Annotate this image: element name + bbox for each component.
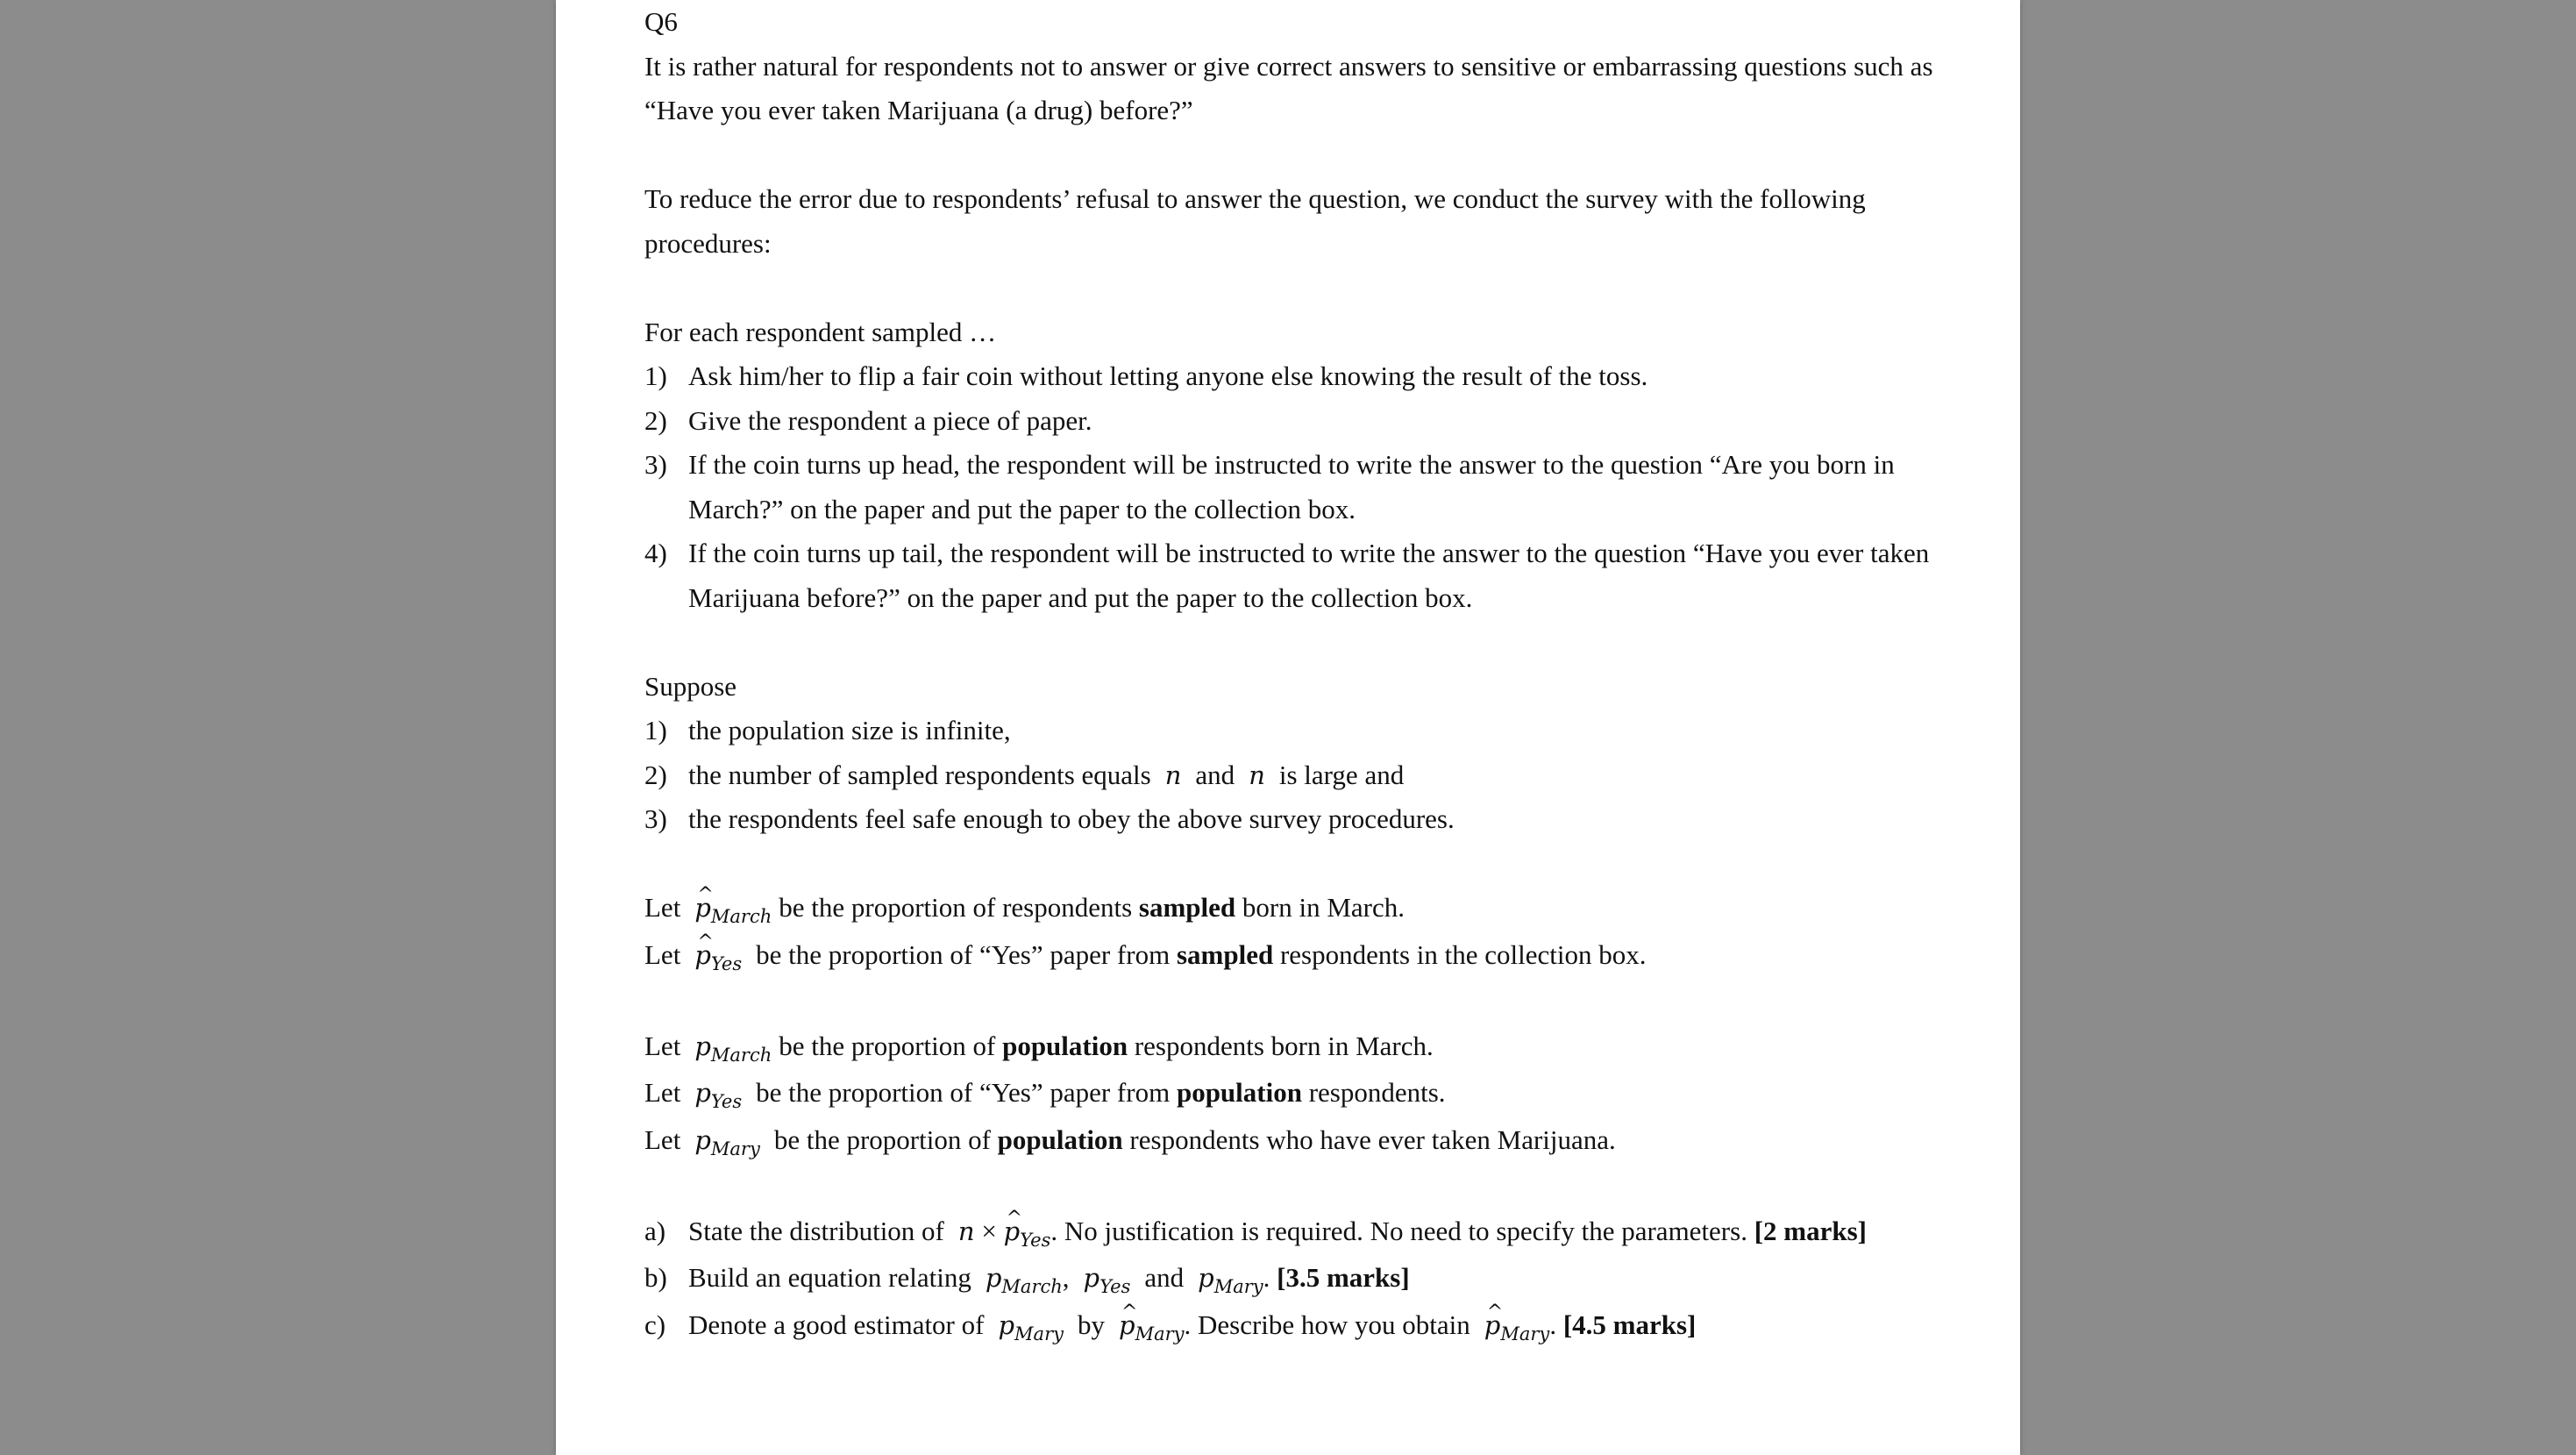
assumption-item <box>644 753 1942 798</box>
assumption-item <box>644 709 1942 753</box>
part-text: Denote a good estimator of $p_{Mary}$ by^ $p_{Mary}$. Describe how you obtain^ $p_{Mary}$. [4.5 marks] <box>688 1303 1942 1351</box>
part-text: State the distribution of n × ^ $p_{Yes}$. No justification is required. No need to specify the parameters. [2 marks] <box>688 1209 1942 1257</box>
p-mary: p <box>694 1124 711 1155</box>
marks: [4.5 marks] <box>1562 1309 1697 1340</box>
part-b <box>644 1256 1942 1303</box>
p-hat-mary: ^ p <box>1484 1303 1501 1348</box>
part-a <box>644 1209 1942 1257</box>
p-hat-march: ^ p <box>694 886 711 931</box>
p-hat-yes: ^ p <box>1004 1209 1021 1254</box>
p-hat-mary: ^ p <box>1119 1303 1135 1348</box>
procedure-step <box>644 531 1942 620</box>
p-yes: p <box>694 1078 711 1108</box>
assumption-number: 3) <box>644 803 667 834</box>
reduce-line-2: procedures: <box>644 227 772 259</box>
step-number: 1) <box>644 360 667 391</box>
intro-line-1: It is rather natural for respondents not to answer or give correct answers to sensitive or embarrassing questions such as <box>644 50 1933 82</box>
p-march: p <box>694 1031 711 1061</box>
step-text: Give the respondent a piece of paper. <box>688 404 1092 436</box>
assumptions-heading: Suppose <box>644 670 737 702</box>
step-text: March?” on the paper and put the paper to the collection box. <box>688 493 1356 524</box>
step-number: 4) <box>644 538 667 568</box>
part-c <box>644 1303 1942 1351</box>
assumption-text: the respondents feel safe enough to obey the above survey procedures. <box>688 803 1455 834</box>
step-number: 2) <box>644 404 667 436</box>
part-text: Build an equation relating $p_{March}$, $p_{Yes}$ and $p_{Mary}$. [3.5 marks] <box>688 1262 1410 1297</box>
marks: [3.5 marks] <box>1277 1262 1410 1293</box>
assumption-number: 1) <box>644 715 667 745</box>
def-pop-mary: Let $p_{Mary}$ be the proportion of population respondents who have ever taken Marijuana. <box>644 1123 1616 1159</box>
def-pop-march: Let $p_{March}$ be the proportion of population respondents born in March. <box>644 1030 1434 1066</box>
var-n: n <box>1164 760 1182 790</box>
part-label: a) <box>644 1215 666 1246</box>
part-label: c) <box>644 1309 666 1340</box>
step-text: Marijuana before?” on the paper and put the paper to the collection box. <box>688 581 1473 613</box>
marks: [2 marks] <box>1754 1215 1867 1246</box>
def-sampled-march: Let^ $p_{March}$ be the proportion of respondents sampled born in March. <box>644 886 1942 933</box>
part-label: b) <box>644 1262 667 1293</box>
p-hat-yes: ^ p <box>694 933 711 978</box>
intro-line-2: “Have you ever taken Marijuana (a drug) before?” <box>644 95 1193 125</box>
procedure-step <box>644 354 1942 399</box>
def-sampled-yes: Let^ $p_{Yes}$ be the proportion of “Yes” paper from sampled respondents in the collection box. <box>644 933 1942 981</box>
procedure-step <box>644 399 1942 444</box>
document-page <box>556 0 2020 1455</box>
assumption-number: 2) <box>644 759 667 790</box>
step-text: Ask him/her to flip a fair coin without letting anyone else knowing the result of the toss. <box>688 360 1648 391</box>
question-id: Q6 <box>644 6 678 37</box>
assumption-text: the number of sampled respondents equals n and n is large and <box>688 759 1405 790</box>
reduce-line-1: To reduce the error due to respondents’ refusal to answer the question, we conduct the survey with the following <box>644 183 1866 214</box>
assumption-text: the population size is infinite, <box>688 715 1011 745</box>
def-pop-yes: Let $p_{Yes}$ be the proportion of “Yes” paper from population respondents. <box>644 1077 1446 1112</box>
step-number: 3) <box>644 449 667 480</box>
var-n: n <box>1249 760 1265 790</box>
procedure-step <box>644 443 1942 531</box>
question-content <box>644 0 1942 1350</box>
procedure-heading: For each respondent sampled … <box>644 316 997 347</box>
step-text: If the coin turns up head, the respondent will be instructed to write the answer to the question “Are you born in <box>688 449 1895 480</box>
assumption-item <box>644 797 1942 842</box>
step-text: If the coin turns up tail, the respondent will be instructed to write the answer to the question “Have you ever taken <box>688 538 1930 568</box>
